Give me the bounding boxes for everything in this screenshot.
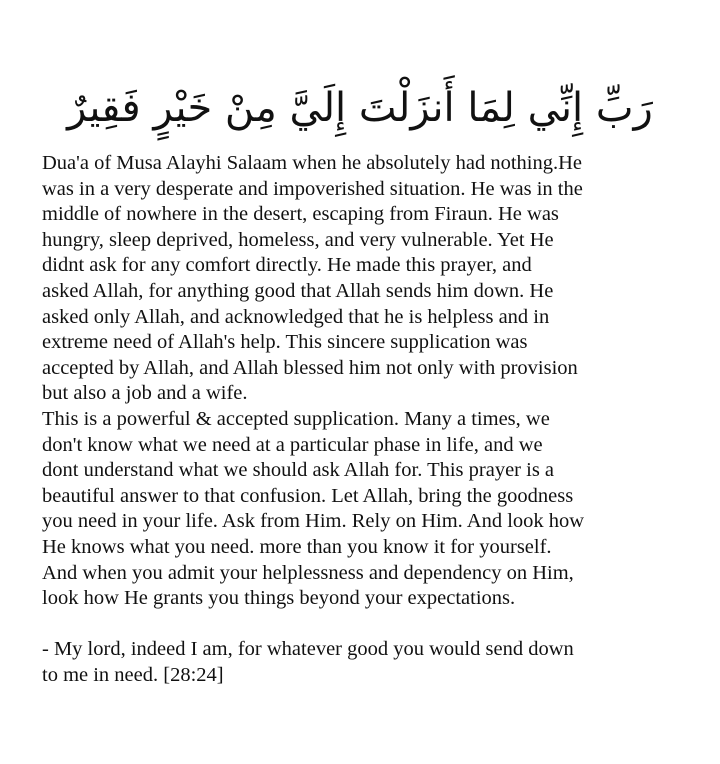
verse-translation: [42, 637, 712, 688]
text-line: And when you admit your helplessness and dependency on Him,: [42, 561, 574, 584]
text-line: asked Allah, for anything good that Allah sends him down. He: [42, 279, 554, 302]
paragraph-gap: [42, 612, 712, 638]
text-line: asked only Allah, and acknowledged that he is helpless and in: [42, 305, 550, 328]
text-line: He knows what you need. more than you know it for yourself.: [42, 535, 552, 558]
paragraph-story: [42, 151, 712, 407]
arabic-verse-title: رَبِّ إِنِّي لِمَا أَنزَلْتَ إِلَيَّ مِنْ خَيْرٍ فَقِيرٌ: [67, 85, 653, 131]
text-line: extreme need of Allah's help. This sincere supplication was: [42, 331, 528, 354]
text-line: hungry, sleep deprived, homeless, and very vulnerable. Yet He: [42, 228, 554, 251]
text-line: middle of nowhere in the desert, escaping from Firaun. He was: [42, 203, 559, 226]
text-line: but also a job and a wife.: [42, 382, 248, 405]
body-text: [42, 151, 712, 688]
text-line: beautiful answer to that confusion. Let Allah, bring the goodness: [42, 484, 574, 507]
text-line: you need in your life. Ask from Him. Rely on Him. And look how: [42, 510, 585, 533]
paragraph-reflection: [42, 407, 712, 612]
text-line: look how He grants you things beyond your expectations.: [42, 587, 516, 610]
text-line: This is a powerful & accepted supplication. Many a times, we: [42, 407, 550, 430]
text-line: was in a very desperate and impoverished situation. He was in the: [42, 177, 583, 200]
text-line: don't know what we need at a particular phase in life, and we: [42, 433, 543, 456]
text-line: Dua'a of Musa Alayhi Salaam when he absolutely had nothing.He: [42, 152, 582, 174]
text-line: accepted by Allah, and Allah blessed him not only with provision: [42, 356, 578, 379]
text-line: didnt ask for any comfort directly. He made this prayer, and: [42, 254, 532, 277]
text-line: - My lord, indeed I am, for whatever good you would send down: [42, 638, 574, 661]
text-line: dont understand what we should ask Allah for. This prayer is a: [42, 459, 555, 482]
text-line: to me in need. [28:24]: [42, 663, 224, 686]
